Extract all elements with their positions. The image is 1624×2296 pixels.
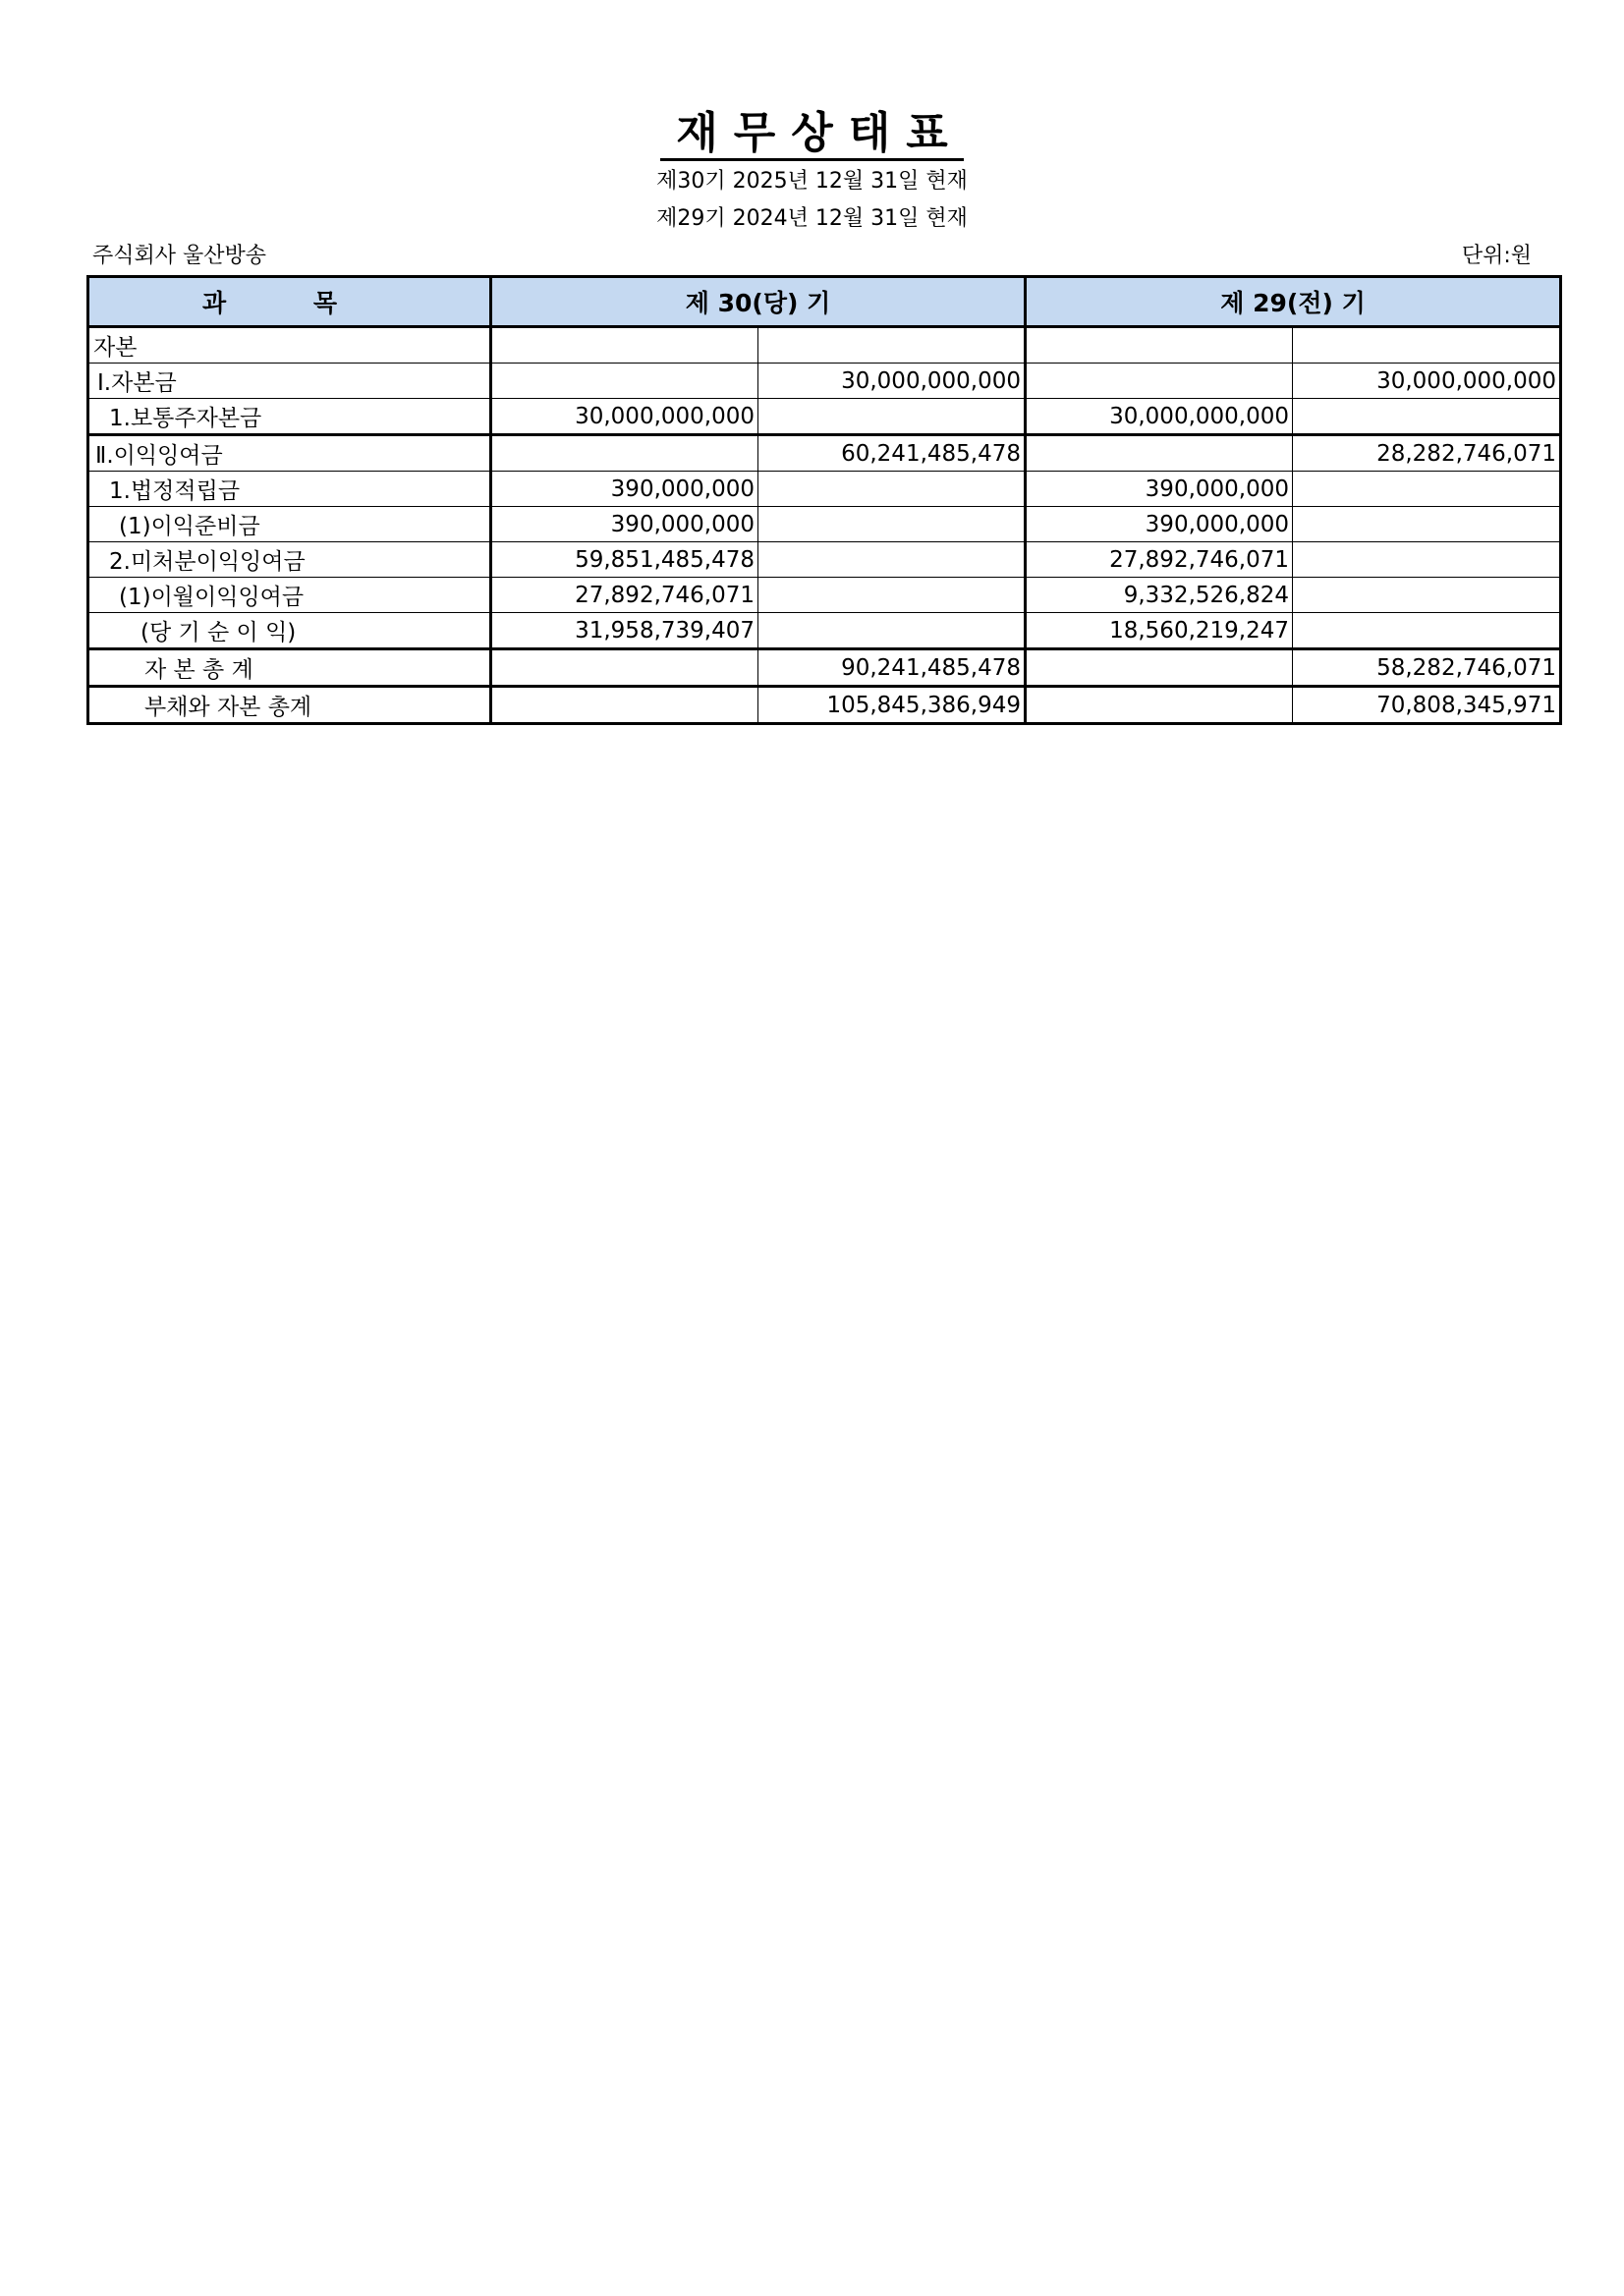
- table-row: [88, 435, 1561, 472]
- prior-detail-cell: 390,000,000: [1026, 507, 1293, 542]
- company-name: 주식회사 울산방송: [92, 244, 267, 268]
- cur-detail-cell: 390,000,000: [491, 507, 758, 542]
- header-current-period: 제 30(당) 기: [491, 277, 1026, 327]
- table-row: [88, 578, 1561, 613]
- cur-detail-cell: 59,851,485,478: [491, 542, 758, 578]
- prior-total-cell: [1293, 472, 1561, 507]
- cur-total-cell: 60,241,485,478: [758, 435, 1026, 472]
- prior-total-cell: [1293, 327, 1561, 364]
- cur-detail-cell: [491, 327, 758, 364]
- table-row: [88, 399, 1561, 435]
- header-item: 과 목: [88, 277, 491, 327]
- cur-total-cell: [758, 472, 1026, 507]
- cur-detail-cell: 27,892,746,071: [491, 578, 758, 613]
- row-label: (당 기 순 이 익): [88, 613, 491, 649]
- prior-detail-cell: 27,892,746,071: [1026, 542, 1293, 578]
- row-label: (1)이익준비금: [88, 507, 491, 542]
- prior-total-cell: 70,808,345,971: [1293, 687, 1561, 724]
- table-row: [88, 327, 1561, 364]
- cur-total-cell: [758, 399, 1026, 435]
- header-prior-period: 제 29(전) 기: [1026, 277, 1561, 327]
- table-row: [88, 687, 1561, 724]
- row-label: 1.보통주자본금: [88, 399, 491, 435]
- cur-total-cell: [758, 578, 1026, 613]
- prior-detail-cell: 18,560,219,247: [1026, 613, 1293, 649]
- prior-detail-cell: 390,000,000: [1026, 472, 1293, 507]
- cur-total-cell: [758, 542, 1026, 578]
- prior-total-cell: [1293, 542, 1561, 578]
- balance-sheet-table: [86, 275, 1562, 725]
- row-label: 부채와 자본 총계: [88, 687, 491, 724]
- cur-detail-cell: 31,958,739,407: [491, 613, 758, 649]
- prior-total-cell: 28,282,746,071: [1293, 435, 1561, 472]
- document-title: 재무상태표: [0, 106, 1624, 161]
- prior-total-cell: [1293, 399, 1561, 435]
- cur-detail-cell: 30,000,000,000: [491, 399, 758, 435]
- cur-total-cell: [758, 327, 1026, 364]
- row-label: 자본: [88, 327, 491, 364]
- prior-total-cell: 30,000,000,000: [1293, 364, 1561, 399]
- cur-detail-cell: [491, 364, 758, 399]
- cur-detail-cell: [491, 649, 758, 687]
- prior-detail-cell: [1026, 327, 1293, 364]
- table-row: [88, 472, 1561, 507]
- table-row: [88, 364, 1561, 399]
- cur-total-cell: [758, 507, 1026, 542]
- prior-detail-cell: [1026, 364, 1293, 399]
- cur-total-cell: 105,845,386,949: [758, 687, 1026, 724]
- cur-detail-cell: [491, 687, 758, 724]
- row-label: 자 본 총 계: [88, 649, 491, 687]
- row-label: 1.법정적립금: [88, 472, 491, 507]
- prior-detail-cell: [1026, 649, 1293, 687]
- table-row: [88, 649, 1561, 687]
- prior-total-cell: [1293, 613, 1561, 649]
- row-label: Ⅱ.이익잉여금: [88, 435, 491, 472]
- cur-detail-cell: 390,000,000: [491, 472, 758, 507]
- row-label: (1)이월이익잉여금: [88, 578, 491, 613]
- period-prior: 제29기 2024년 12월 31일 현재: [656, 206, 968, 231]
- prior-detail-cell: 9,332,526,824: [1026, 578, 1293, 613]
- cur-total-cell: 30,000,000,000: [758, 364, 1026, 399]
- period-current: 제30기 2025년 12월 31일 현재: [656, 169, 968, 194]
- table-row: [88, 507, 1561, 542]
- table-row: [88, 613, 1561, 649]
- table-header-row: [88, 277, 1561, 327]
- table-row: [88, 542, 1561, 578]
- row-label: 2.미처분이익잉여금: [88, 542, 491, 578]
- prior-detail-cell: [1026, 687, 1293, 724]
- prior-total-cell: [1293, 507, 1561, 542]
- prior-detail-cell: [1026, 435, 1293, 472]
- row-label: Ⅰ.자본금: [88, 364, 491, 399]
- prior-total-cell: [1293, 578, 1561, 613]
- prior-detail-cell: 30,000,000,000: [1026, 399, 1293, 435]
- prior-total-cell: 58,282,746,071: [1293, 649, 1561, 687]
- cur-detail-cell: [491, 435, 758, 472]
- unit-label: 단위:원: [1461, 244, 1532, 268]
- cur-total-cell: 90,241,485,478: [758, 649, 1026, 687]
- cur-total-cell: [758, 613, 1026, 649]
